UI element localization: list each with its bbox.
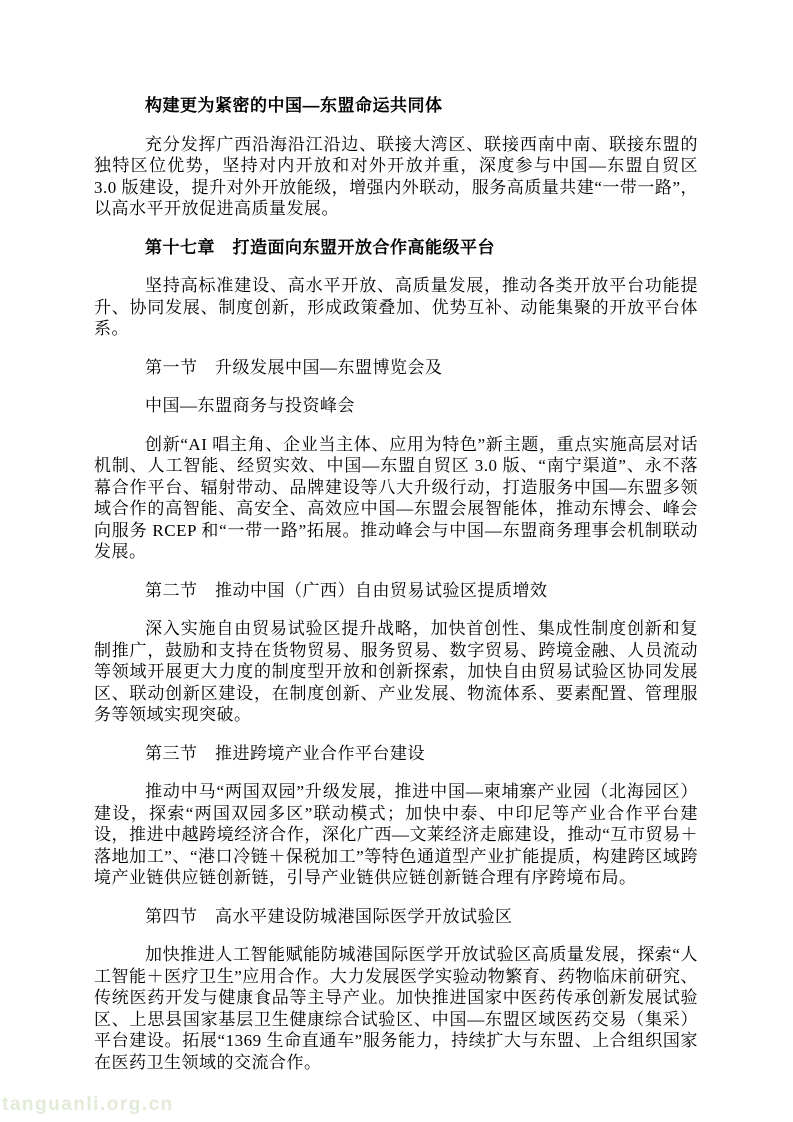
section-heading-1: 第一节 升级发展中国—东盟博览会及 bbox=[145, 357, 443, 377]
document-title: 构建更为紧密的中国—东盟命运共同体 bbox=[145, 96, 443, 115]
body-paragraph: 推动中马“两国双园”升级发展，推进中国—柬埔寨产业园（北海园区）建设，探索“两国双园多区”联动模式；加快中泰、中印尼等产业合作平台建设，推进中越跨境经济合作，深化广西—文莱经济走廊建设，推动“互市贸易＋落地加工”、“港口冷链＋保税加工”等特色通道型产业扩能提质，构建跨区域跨境产业链供应链创新链，引导产业链供应链创新链合理有序跨境布局。 bbox=[94, 782, 698, 887]
body-paragraph: 坚持高标准建设、高水平开放、高质量发展，推动各类开放平台功能提升、协同发展、制度创新，形成政策叠加、优势互补、动能集聚的开放平台体系。 bbox=[94, 276, 698, 338]
section-heading-4: 第四节 高水平建设防城港国际医学开放试验区 bbox=[145, 906, 513, 926]
section-heading-2: 第二节 推动中国（广西）自由贸易试验区提质增效 bbox=[145, 580, 548, 600]
watermark-text: tanguanli.org.cn bbox=[2, 1094, 174, 1115]
body-paragraph: 充分发挥广西沿海沿江沿边、联接大湾区、联接西南中南、联接东盟的独特区位优势，坚持对内开放和对外开放并重，深度参与中国—东盟自贸区 3.0 版建设，提升对外开放能级，增强内外联动，服务高质量共建“一带一路”，以高水平开放促进高质量发展。 bbox=[94, 134, 698, 218]
body-paragraph: 创新“AI 唱主角、企业当主体、应用为特色”新主题，重点实施高层对话机制、人工智能、经贸实效、中国—东盟自贸区 3.0 版、“南宁渠道”、永不落幕合作平台、辐射带动、品牌建设等八大升级行动，打造服务中国—东盟多领域合作的高智能、高安全、高效应中国—东盟会展智能体，推动东博会、峰会向服务 RCEP 和“一带一路”拓展。推动峰会与中国—东盟商务理事会机制联动发展。 bbox=[94, 434, 698, 561]
chapter-heading: 第十七章 打造面向东盟开放合作高能级平台 bbox=[145, 237, 495, 257]
section-heading-1-continued: 中国—东盟商务与投资峰会 bbox=[145, 396, 355, 415]
body-paragraph: 深入实施自由贸易试验区提升战略，加快首创性、集成性制度创新和复制推广，鼓励和支持在货物贸易、服务贸易、数字贸易、跨境金融、人员流动等领域开展更大力度的制度型开放和创新探索，加快自由贸易试验区协同发展区、联动创新区建设，在制度创新、产业发展、物流体系、要素配置、管理服务等领域实现突破。 bbox=[94, 619, 698, 724]
section-heading-3: 第三节 推进跨境产业合作平台建设 bbox=[145, 743, 425, 763]
body-paragraph: 加快推进人工智能赋能防城港国际医学开放试验区高质量发展，探索“人工智能＋医疗卫生”应用合作。大力发展医学实验动物繁育、药物临床前研究、传统医药开发与健康食品等主导产业。加快推进国家中医药传承创新发展试验区、上思县国家基层卫生健康综合试验区、中国—东盟区域医药交易（集采）平台建设。拓展“1369 生命直通车”服务能力，持续扩大与东盟、上合组织国家在医药卫生领域的交流合作。 bbox=[94, 945, 698, 1072]
